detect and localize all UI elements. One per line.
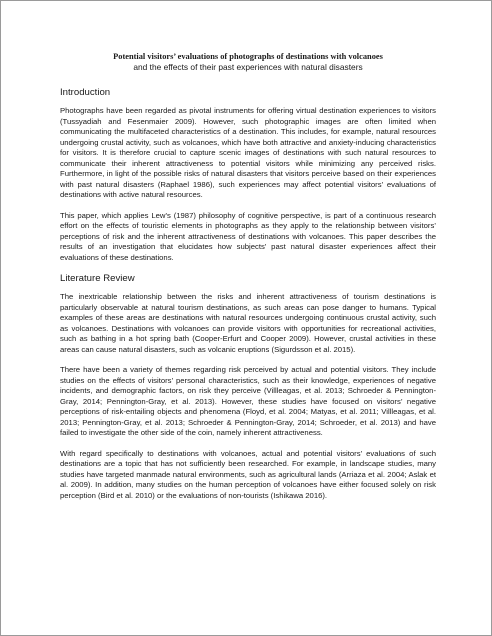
paper-subtitle: and the effects of their past experiences with natural disasters (133, 62, 363, 72)
section-literature-review (60, 273, 436, 501)
literature-paragraph: The inextricable relationship between the risks and inherent attractiveness of tourism destinations is particularly observable at natural tourism destinations, as such areas can pose danger to humans. Typical examples of these areas are destinations with natural resources undergoing continuous crustal activity, such as volcanoes. Destinations with volcanoes can provide visitors with opportunities for recreational activities, such as bathing in a hot spring bath (Cooper-Erfurt and Cooper 2009). However, crustal activities in these areas can cause natural disasters, such as volcanic eruptions (Sigurdsson et al. 2015). (60, 292, 436, 354)
intro-paragraph: Photographs have been regarded as pivotal instruments for offering virtual destination experiences to visitors (Tussyadiah and Fesenmaier 2009). However, such photographic images are often limited when communicating the multifaceted characteristics of a destination. This includes, for example, natural resources undergoing crustal activity, such as volcanoes, which have both attractive and anxiety-inducing characteristics for visitors. It is therefore crucial to capture scenic images of destinations with such natural resources to communicate their inherent attractiveness to potential visitors while minimizing any perceived risks. Furthermore, in light of the possible risks of natural disasters that visitors perceive based on their experiences with past natural disasters (Raphael 1986), such experiences may affect potential visitors’ evaluations of destinations with active natural resources. (60, 106, 436, 199)
section-heading-literature-review: Literature Review (60, 273, 135, 284)
literature-paragraph: With regard specifically to destinations with volcanoes, actual and potential visitors’ evaluations of such destinations are a topic that has not sufficiently been researched. For example, in landscape studies, many studies have targeted manmade natural environments, such as agricultural lands (Arriaza et al. 2004; Aslak et al. 2009). In addition, many studies on the human perception of volcanoes have either focused solely on risk perception (Bird et al. 2010) or the evaluations of non-tourists (Ishikawa 2016). (60, 448, 436, 500)
literature-paragraph: There have been a variety of themes regarding risk perceived by actual and potential visitors. They include studies on the effects of visitors’ personal characteristics, such as their knowledge, experiences of negative incidents, and demographic factors, on risk they perceive (Villleagas, et al. 2013; Schroeder & Pennington-Gray, 2014; Pennington-Gray, et al. 2013). However, these studies have focused on visitors’ negative perceptions of risk-entailing objects and phenomena (Floyd, et al. 2004; Matyas, et al. 2011; Villleagas, et al. 2013; Pennington-Gray, et al. 2013; Schroeder & Pennington-Gray, 2014; Schroeder, et al. 2013) and have failed to investigate the other side of the coin, namely inherent attractiveness. (60, 365, 436, 437)
section-heading-introduction: Introduction (60, 87, 111, 98)
intro-paragraph: This paper, which applies Lew’s (1987) philosophy of cognitive perspective, is part of a continuous research effort on the effects of touristic elements in photographs as they apply to the relationship between visitors’ perceptions of risk and the inherent attractiveness of destinations with volcanoes. This paper describes the results of an investigation that elucidates how subjects’ past natural disaster experiences affect their evaluations of these destinations. (60, 210, 436, 262)
paper-title: Potential visitors’ evaluations of photographs of destinations with volcanoes (113, 52, 383, 61)
page-content (60, 51, 436, 511)
section-introduction (60, 87, 436, 263)
